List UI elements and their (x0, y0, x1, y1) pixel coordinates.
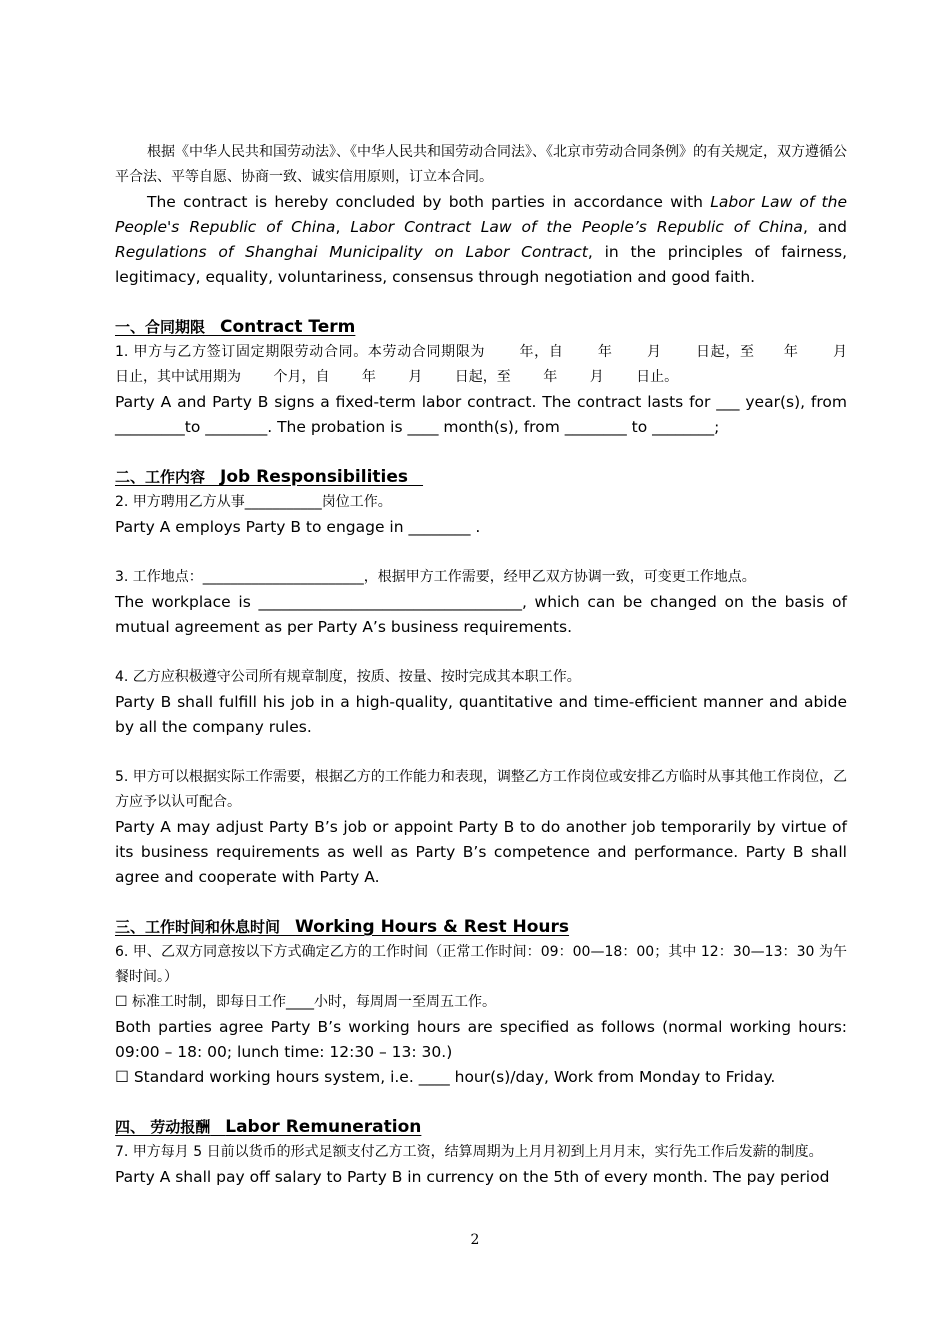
intro-cn: 根据《中华人民共和国劳动法》、《中华人民共和国劳动合同法》、《北京市劳动合同条例》的有关规定，双方遵循公平合法、平等自愿、协商一致、诚实信用原则，订立本合同。 (115, 144, 847, 185)
section-heading-contract-term (115, 315, 847, 340)
clause-6-option-en: ☐ Standard working hours system, i.e. ____ hour(s)/day, Work from Monday to Friday. (115, 1068, 776, 1086)
clause-4-cn: 4. 乙方应积极遵守公司所有规章制度，按质、按量、按时完成其本职工作。 (115, 669, 581, 685)
heading-cn: 四、 劳动报酬 (115, 1118, 211, 1136)
heading-en: Contract Term (220, 317, 356, 337)
clause-4-en: Party B shall fulfill his job in a high-quality, quantitative and time-efficient manner and abide by all the company rules. (115, 693, 847, 736)
clause-3-en: The workplace is __________________________________, which can be changed on the basis of mutual agreement as per Party A’s business requirements. (115, 593, 847, 636)
clause-1-cn: 1. 甲方与乙方签订固定期限劳动合同。本劳动合同期限为 年，自 年 月 日起，至 年 月 日止，其中试用期为 个月，自 年 月 日起，至 年 月 日止。 (115, 344, 880, 385)
heading-cn: 二、工作内容 (115, 468, 206, 486)
clause-2-en: Party A employs Party B to engage in ________ . (115, 518, 481, 536)
intro-en (115, 190, 847, 290)
law-title-2: Labor Contract Law of the People’s Republic of China (350, 218, 803, 236)
intro-en-text: The contract is hereby concluded by both parties in accordance with (147, 193, 711, 211)
intro-sep-2: , and (802, 218, 847, 236)
page-number: 2 (470, 1232, 480, 1248)
clause-6-cn: 6. 甲、乙双方同意按以下方式确定乙方的工作时间（正常工作时间：09：00—18：00；其中 12：30—13：30 为午餐时间。） (115, 944, 847, 985)
clause-6-en: Both parties agree Party B’s working hours are specified as follows (normal working hours: 09:00 – 18: 00; lunch time: 12:30 – 13: 30.) (115, 1018, 847, 1061)
document-page (115, 140, 880, 1190)
clause-6-option-cn: ☐ 标准工时制，即每日工作____小时，每周周一至周五工作。 (115, 994, 496, 1010)
clause-7-cn: 7. 甲方每月 5 日前以货币的形式足额支付乙方工资，结算周期为上月月初到上月月末，实行先工作后发薪的制度。 (115, 1144, 823, 1160)
clause-3-cn: 3. 工作地点：_______________________，根据甲方工作需要，经甲乙双方协调一致，可变更工作地点。 (115, 569, 756, 585)
clause-2-cn: 2. 甲方聘用乙方从事___________岗位工作。 (115, 494, 392, 510)
clause-5-cn: 5. 甲方可以根据实际工作需要，根据乙方的工作能力和表现，调整乙方工作岗位或安排乙方临时从事其他工作岗位，乙方应予以认可配合。 (115, 769, 847, 810)
intro-en-tail: , in the principles of fairness, legitimacy, equality, voluntariness, consensus through negotiation and good faith. (115, 243, 848, 286)
clause-1-en: Party A and Party B signs a fixed-term labor contract. The contract lasts for ___ year(s), from _________to ________. The probation is ____ month(s), from ________ to ________; (115, 393, 847, 436)
heading-en: Working Hours & Rest Hours (295, 917, 570, 937)
heading-en: Labor Remuneration (225, 1117, 422, 1137)
section-heading-job-responsibilities (115, 465, 847, 490)
heading-en: Job Responsibilities (220, 467, 409, 487)
clause-5-en: Party A may adjust Party B’s job or appoint Party B to do another job temporarily by virtue of its business requirements as well as Party B’s competence and performance. Party B shall agree and cooperate with Party A. (115, 818, 847, 886)
heading-cn: 三、工作时间和休息时间 (115, 918, 281, 936)
clause-7-en: Party A shall pay off salary to Party B in currency on the 5th of every month. The pay period (115, 1168, 830, 1186)
section-heading-working-hours (115, 915, 847, 940)
section-heading-labor-remuneration (115, 1115, 847, 1140)
intro-sep-1: , (335, 218, 351, 236)
heading-cn: 一、合同期限 (115, 318, 206, 336)
law-title-3: Regulations of Shanghai Municipality on Labor Contract (115, 243, 588, 261)
law-title-1: Labor Law of the People's Republic of China (115, 193, 847, 236)
